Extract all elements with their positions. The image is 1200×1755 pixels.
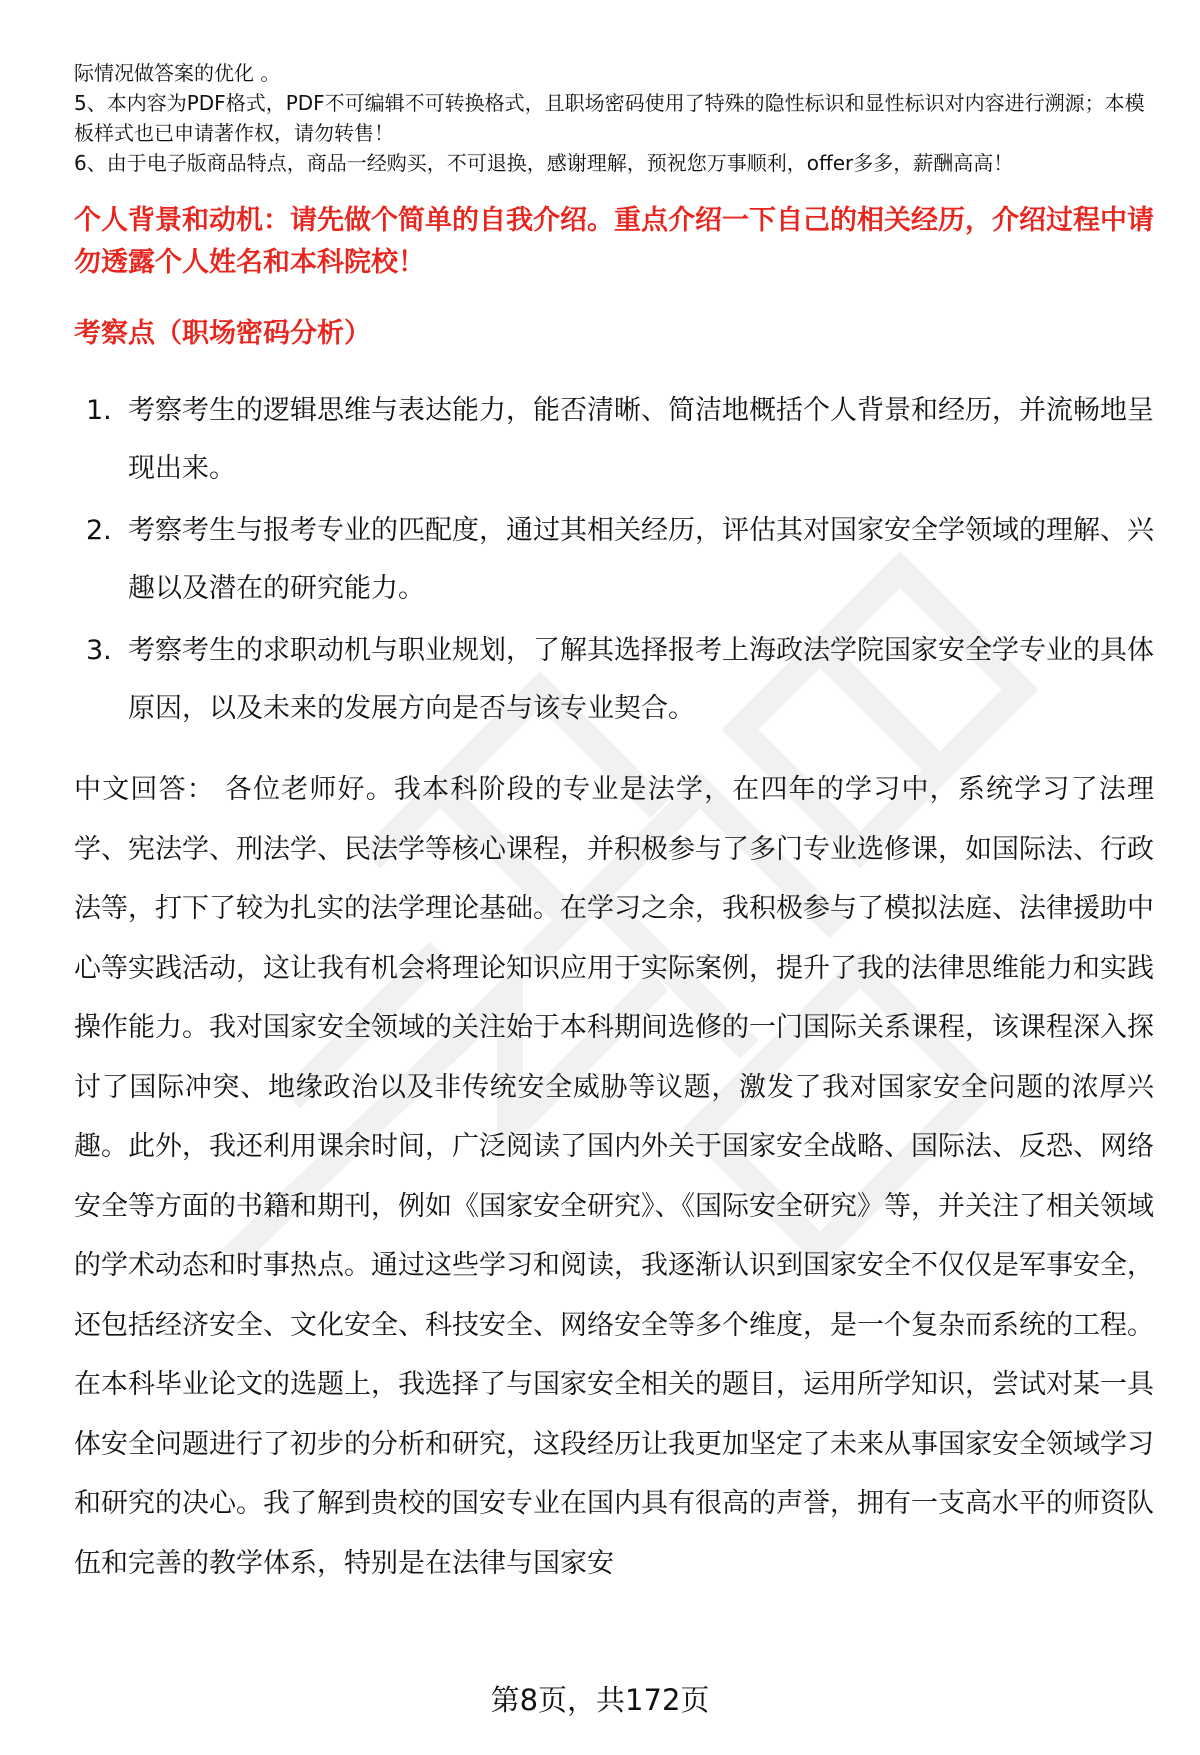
point-number: 2. bbox=[86, 515, 112, 546]
note-line-1: 际情况做答案的优化 。 bbox=[74, 61, 281, 85]
point-number: 1. bbox=[86, 395, 112, 426]
point-text: 考察考生与报考专业的匹配度，通过其相关经历，评估其对国家安全学领域的理解、兴趣以及潜在的研究能力。 bbox=[128, 515, 1154, 604]
answer-label: 中文回答： bbox=[74, 774, 215, 805]
page-content bbox=[74, 58, 1154, 1593]
assessment-points-list bbox=[74, 382, 1154, 738]
assessment-point bbox=[74, 622, 1154, 738]
note-line-3: 6、由于电子版商品特点，商品一经购买，不可退换，感谢理解，预祝您万事顺利，offer多多，薪酬高高！ bbox=[74, 151, 1014, 175]
point-number: 3. bbox=[86, 635, 112, 666]
point-text: 考察考生的求职动机与职业规划，了解其选择报考上海政法学院国家安全学专业的具体原因，以及未来的发展方向是否与该专业契合。 bbox=[128, 635, 1154, 724]
assessment-point bbox=[74, 502, 1154, 618]
page-footer: 第8页，共172页 bbox=[490, 1683, 710, 1717]
answer-text: 各位老师好。我本科阶段的专业是法学，在四年的学习中，系统学习了法理学、宪法学、刑法学、民法学等核心课程，并积极参与了多门专业选修课，如国际法、行政法等，打下了较为扎实的法学理论基础。在学习之余，我积极参与了模拟法庭、法律援助中心等实践活动，这让我有机会将理论知识应用于实际案例，提升了我的法律思维能力和实践操作能力。我对国家安全领域的关注始于本科期间选修的一门国际关系课程，该课程深入探讨了国际冲突、地缘政治以及非传统安全威胁等议题，激发了我对国家安全问题的浓厚兴趣。此外，我还利用课余时间，广泛阅读了国内外关于国家安全战略、国际法、反恐、网络安全等方面的书籍和期刊，例如《国家安全研究》、《国际安全研究》等，并关注了相关领域的学术动态和时事热点。通过这些学习和阅读，我逐渐认识到国家安全不仅仅是军事安全，还包括经济安全、文化安全、科技安全、网络安全等多个维度，是一个复杂而系统的工程。在本科毕业论文的选题上，我选择了与国家安全相关的题目，运用所学知识，尝试对某一具体安全问题进行了初步的分析和研究，这段经历让我更加坚定了未来从事国家安全领域学习和研究的决心。我了解到贵校的国安专业在国内具有很高的声誉，拥有一支高水平的师资队伍和完善的教学体系，特别是在法律与国家安 bbox=[74, 774, 1155, 1579]
note-line-2: 5、本内容为PDF格式，PDF不可编辑不可转换格式，且职场密码使用了特殊的隐性标识和显性标识对内容进行溯源；本模板样式也已申请著作权，请勿转售！ bbox=[74, 91, 1145, 145]
assessment-title: 考察点（职场密码分析） bbox=[74, 318, 371, 349]
assessment-point bbox=[74, 382, 1154, 498]
point-text: 考察考生的逻辑思维与表达能力，能否清晰、简洁地概括个人背景和经历，并流畅地呈现出来。 bbox=[128, 395, 1154, 484]
answer-paragraph bbox=[74, 760, 1154, 1593]
notes-section bbox=[74, 58, 1154, 178]
question-heading: 个人背景和动机：请先做个简单的自我介绍。重点介绍一下自己的相关经历，介绍过程中请勿透露个人姓名和本科院校！ bbox=[74, 205, 1154, 278]
